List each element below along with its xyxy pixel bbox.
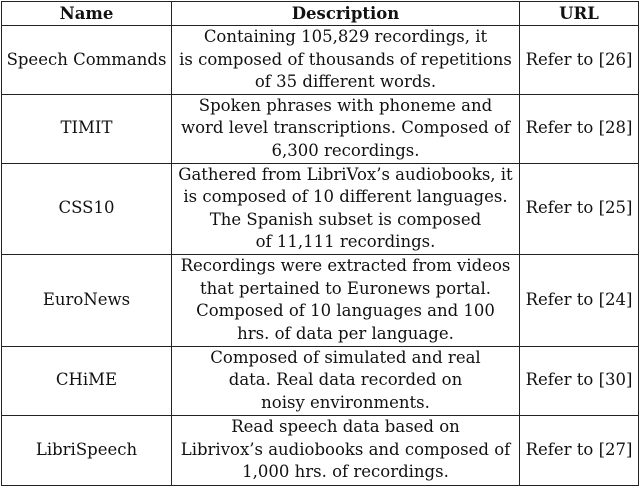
cell-url: Refer to [30] xyxy=(520,346,639,415)
description-line: of 11,111 recordings. xyxy=(255,232,436,251)
cell-name: CHiME xyxy=(2,346,172,415)
table-row xyxy=(2,94,639,163)
cell-url: Refer to [26] xyxy=(520,26,639,95)
cell-description xyxy=(172,254,520,346)
table-row xyxy=(2,254,639,346)
cell-description xyxy=(172,163,520,254)
description-line: of 35 different words. xyxy=(254,72,437,91)
description-line: Containing 105,829 recordings, it xyxy=(203,27,488,46)
table-row xyxy=(2,346,639,415)
description-line: noisy environments. xyxy=(261,392,430,412)
cell-name: EuroNews xyxy=(2,254,172,346)
header-description: Description xyxy=(172,2,520,26)
description-line: Read speech data based on xyxy=(231,417,460,437)
description-line: hrs. of data per language. xyxy=(237,323,454,343)
description-line: 6,300 recordings. xyxy=(271,140,420,160)
description-line: The Spanish subset is composed xyxy=(209,209,482,229)
description-line: is composed of 10 different languages. xyxy=(183,187,508,206)
cell-name: CSS10 xyxy=(2,163,172,254)
cell-name: Speech Commands xyxy=(2,26,172,95)
description-line: 1,000 hrs. of recordings. xyxy=(242,462,449,482)
cell-name: LibriSpeech xyxy=(2,415,172,485)
table-row xyxy=(2,26,639,95)
table-row xyxy=(2,163,639,254)
cell-description xyxy=(172,415,520,485)
description-line: that pertained to Euronews portal. xyxy=(199,278,492,298)
description-line: Gathered from LibriVox’s audiobooks, it xyxy=(178,164,513,184)
description-line: Composed of 10 languages and 100 xyxy=(196,301,495,320)
cell-name: TIMIT xyxy=(2,94,172,163)
header-name: Name xyxy=(2,2,172,26)
cell-url: Refer to [28] xyxy=(520,94,639,163)
description-line: Recordings were extracted from videos xyxy=(180,256,511,275)
description-line: data. Real data recorded on xyxy=(228,370,463,390)
dataset-table xyxy=(1,1,639,486)
cell-description xyxy=(172,346,520,415)
cell-url: Refer to [24] xyxy=(520,254,639,346)
description-line: Spoken phrases with phoneme and xyxy=(198,95,493,115)
description-line: word level transcriptions. Composed of xyxy=(180,118,511,138)
description-line: Composed of simulated and real xyxy=(210,347,481,367)
description-line: is composed of thousands of repetitions xyxy=(179,49,512,69)
table-row xyxy=(2,415,639,485)
cell-url: Refer to [25] xyxy=(520,163,639,254)
header-url: URL xyxy=(520,2,639,26)
description-line: Librivox’s audiobooks and composed of xyxy=(180,439,511,459)
cell-url: Refer to [27] xyxy=(520,415,639,485)
cell-description xyxy=(172,26,520,95)
cell-description xyxy=(172,94,520,163)
header-row xyxy=(2,2,639,26)
